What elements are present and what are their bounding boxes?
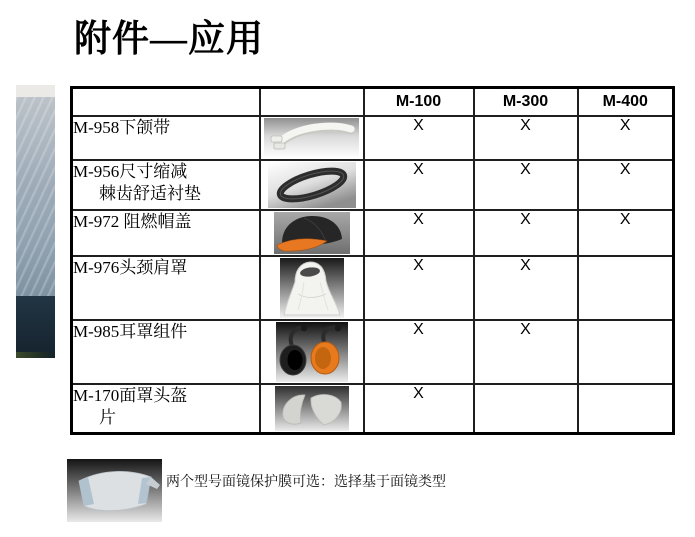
table-row xyxy=(72,210,674,256)
mark-m956-m100: X xyxy=(364,160,474,210)
mark-m958-m300: X xyxy=(474,116,578,160)
head-neck-shoulder-cover-photo xyxy=(280,258,344,318)
header-m400: M-400 xyxy=(578,88,674,116)
row-image-cell xyxy=(260,160,364,210)
row-image-cell xyxy=(260,116,364,160)
row-image-cell xyxy=(260,384,364,434)
faceshield-helmet-visor-photo xyxy=(275,386,349,431)
page-title: 附件—应用 xyxy=(74,19,264,60)
table-row xyxy=(72,384,674,434)
mark-m958-m100: X xyxy=(364,116,474,160)
mark-m958-m400: X xyxy=(578,116,674,160)
mark-m956-m400: X xyxy=(578,160,674,210)
photo-strip-green-sliver xyxy=(16,352,55,358)
faceshield-protection-film-photo xyxy=(67,459,162,522)
mark-m170-m100: X xyxy=(364,384,474,434)
row-image-cell xyxy=(260,320,364,384)
row-label-m170: M-170面罩头盔 片 xyxy=(72,384,260,434)
row-label-m972: M-972 阻燃帽盖 xyxy=(72,210,260,256)
row-image-cell xyxy=(260,210,364,256)
mark-m985-m300: X xyxy=(474,320,578,384)
row-label-m976: M-976头颈肩罩 xyxy=(72,256,260,320)
chin-strap-photo xyxy=(264,118,359,158)
mark-m985-m100: X xyxy=(364,320,474,384)
mark-m972-m100: X xyxy=(364,210,474,256)
mark-m985-m400 xyxy=(578,320,674,384)
flame-resistant-cap-photo xyxy=(274,212,350,254)
photo-strip-fabric-section xyxy=(16,97,55,296)
mark-m170-m300 xyxy=(474,384,578,434)
header-empty-image xyxy=(260,88,364,116)
header-m300: M-300 xyxy=(474,88,578,116)
table-header-row xyxy=(72,88,674,116)
left-photo-strip xyxy=(16,85,55,358)
accessory-compatibility-table xyxy=(70,86,675,435)
footnote-text: 两个型号面镜保护膜可选：选择基于面镜类型 xyxy=(166,473,446,489)
table-row xyxy=(72,116,674,160)
mark-m170-m400 xyxy=(578,384,674,434)
photo-strip-top-sliver xyxy=(16,85,55,97)
ratchet-comfort-pad-photo xyxy=(268,162,356,208)
mark-m956-m300: X xyxy=(474,160,578,210)
mark-m976-m400 xyxy=(578,256,674,320)
header-m100: M-100 xyxy=(364,88,474,116)
row-label-m956: M-956尺寸缩减 棘齿舒适衬垫 xyxy=(72,160,260,210)
earmuff-assembly-photo xyxy=(276,322,348,382)
mark-m976-m300: X xyxy=(474,256,578,320)
mark-m972-m300: X xyxy=(474,210,578,256)
row-image-cell xyxy=(260,256,364,320)
table-row xyxy=(72,320,674,384)
table-row xyxy=(72,160,674,210)
mark-m976-m100: X xyxy=(364,256,474,320)
table-row xyxy=(72,256,674,320)
photo-strip-dark-section xyxy=(16,296,55,352)
header-empty-label xyxy=(72,88,260,116)
row-label-m958: M-958下颌带 xyxy=(72,116,260,160)
mark-m972-m400: X xyxy=(578,210,674,256)
row-label-m985: M-985耳罩组件 xyxy=(72,320,260,384)
